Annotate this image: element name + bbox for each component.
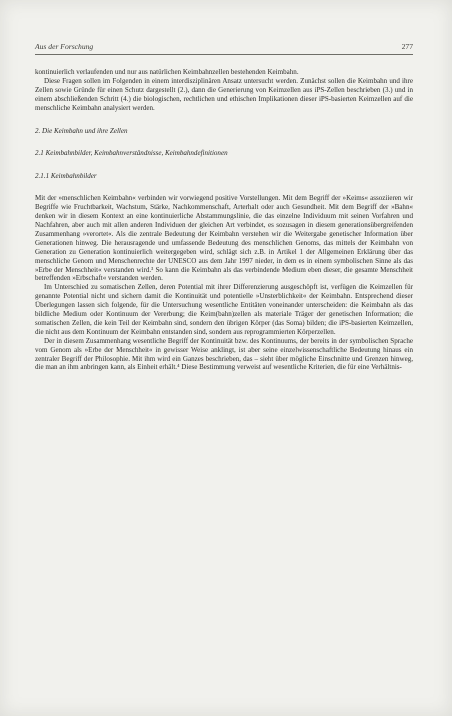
paragraph-intro: Diese Fragen sollen im Folgenden in einem interdisziplinären Ansatz untersucht werden. Zunächst sollen die Keimbahn und ihre Zellen sowie Gründe für einen Schutz dargestellt (2.), dann die Generierung von Keimzellen aus iPS-Zellen beschrieben (3.) und in einem abschließenden Schritt (4.) die biologischen, rechtlichen und ethischen Implikationen dieser iPS-basierten Keimzellen auf die menschliche Keimbahn analysiert werden. bbox=[35, 76, 413, 112]
subsubsection-heading: 2.1.1 Keimbahnbilder bbox=[35, 172, 97, 181]
paragraph-continued: kontinuierlich verlaufenden und nur aus natürlichen Keimbahnzellen bestehenden Keimbahn. bbox=[35, 68, 299, 76]
paragraph-keimbahnbilder: Mit der »menschlichen Keimbahn« verbinden wir vorwiegend positive Vorstellungen. Mit dem Begriff der »Keims« assoziieren wir Begriffe wie Fruchtbarkeit, Wachstum, Stärke, Nachkommenschaft, Arterhalt oder auch Gesundheit. Mit dem Begriff der »Bahn« denken wir in diesem Kontext an eine kontinuierliche Abstammungslinie, die das einzelne Individuum mit seinen Vorfahren und Nachfahren, aber auch mit allen anderen Individuen der gleichen Art verbindet, es sozusagen in diesem generationsübergreifenden Zusammenhang »verortet«. Als die zentrale Bedeutung der Keimbahn verstehen wir die Weitergabe genetischer Information über Generationen hinweg. Die herausragende und umfassende Bedeutung des menschlichen Genoms, das mittels der Keimbahn von Generation zu Generation kontinuierlich weitergegeben wird, schlägt sich z.B. in Artikel 1 der Allgemeinen Erklärung über das menschliche Genom und Menschenrechte der UNESCO aus dem Jahr 1997 nieder, in dem es in einem symbolischen Sinne als das »Erbe der Menschheit« verstanden wird.³ So kann die Keimbahn als das verbindende Medium eben dieser, die gesamte Menschheit betreffenden »Erbschaft« verstanden werden. bbox=[35, 194, 413, 283]
page-number: 277 bbox=[401, 42, 413, 51]
subsection-heading: 2.1 Keimbahnbilder, Keimbahnverständnisse, Keimbahndefinitionen bbox=[35, 149, 228, 158]
body-text bbox=[35, 68, 413, 372]
running-header bbox=[35, 42, 413, 54]
running-title: Aus der Forschung bbox=[35, 42, 94, 51]
header-rule bbox=[35, 54, 413, 55]
paragraph-continuity: Der in diesem Zusammenhang wesentliche Begriff der Kontinuität bzw. des Kontinuums, der bereits in der symbolischen Sprache vom Genom als »Erbe der Menschheit« in gewisser Weise anklingt, ist aber seine einzelwissenschaftliche Bedeutung hinaus ein zentraler Begriff der Philosophie. Mit ihm wird ein Ganzes beschrieben, das – sieht über mögliche Einschnitte und Grenzen hinweg, die man an ihm anbringen kann, als Einheit erhält.⁴ Diese Bestimmung verweist auf wesentliche Kriterien, die für eine Verhältnis- bbox=[35, 336, 413, 372]
paragraph-somatic-cells: Im Unterschied zu somatischen Zellen, deren Potential mit ihrer Differenzierung ausgeschöpft ist, verfügen die Keimzellen für genannte Potential nicht und sichern damit die Kontinuität und potentielle »Unsterblichkeit« der Keimbahn. Entsprechend dieser Überlegungen lassen sich folgende, für die Untersuchung wesentliche Entitäten voneinander unterscheiden: die Keimbahn als das bildliche Medium oder Kontinuum der Vererbung; die Keim(bahn)zellen als materiale Träger der genetischen Information; die somatischen Zellen, die kein Teil der Keimbahn sind, sondern den übrigen Körper (das Soma) bilden; die iPS-basierten Keimzellen, die nicht aus dem Kontinuum der Keimbahn entstanden sind, sondern aus reprogrammierten Körperzellen. bbox=[35, 283, 413, 336]
section-heading: 2. Die Keimbahn und ihre Zellen bbox=[35, 126, 128, 135]
